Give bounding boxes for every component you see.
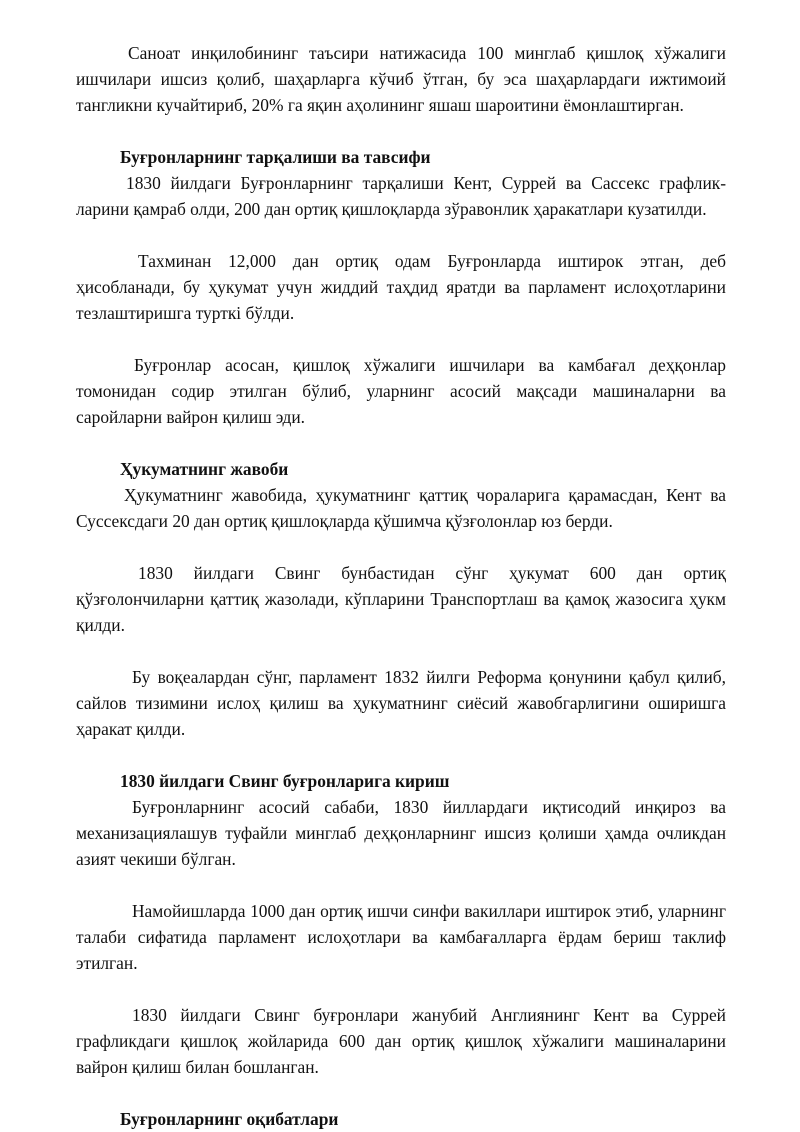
paragraph: 1830 йилдаги Буғронларнинг тарқалиши Кент, Суррей ва Сассекс графлик-ларини қамраб олди, 200 дан ортиқ қишлоқларда зўравонлик ҳаракатлари кузатилди. — [76, 173, 726, 219]
section-heading: Ҳукуматнинг жавоби — [120, 459, 289, 479]
paragraph: 1830 йилдаги Свинг буғронлари жанубий Англиянинг Кент ва Суррей графликдаги қишлоқ жойларида 600 дан ортиқ қишлоқ хўжалиги машиналарини вайрон қилиш билан бошланган. — [76, 1005, 726, 1077]
section-heading: Буғронларнинг тарқалиши ва тавсифи — [120, 147, 431, 167]
paragraph: 1830 йилдаги Свинг бунбастидан сўнг ҳукумат 600 дан ортиқ қўзғолончиларни қаттиқ жазолади, кўпларини Транспортлаш ва қамоқ жазосига ҳукм қилди. — [76, 563, 726, 635]
paragraph: Намойишларда 1000 дан ортиқ ишчи синфи вакиллари иштирок этиб, уларнинг талаби сифатида парламент ислоҳотлари ва камбағалларга ёрдам бериш таклиф этилган. — [76, 901, 726, 973]
document-page — [76, 40, 726, 1132]
section-heading: Буғронларнинг оқибатлари — [120, 1109, 339, 1129]
section-heading: 1830 йилдаги Свинг буғронларига кириш — [120, 771, 450, 791]
paragraph: Ҳукуматнинг жавобида, ҳукуматнинг қаттиқ чораларига қарамасдан, Кент ва Суссексдаги 20 дан ортиқ қишлоқларда қўшимча қўзғолонлар юз берди. — [76, 485, 726, 531]
paragraph: Буғронларнинг асосий сабаби, 1830 йиллардаги иқтисодий инқироз ва механизациялашув туфайли минглаб деҳқонларнинг ишсиз қолиши ҳамда очликдан азият чекиши бўлган. — [76, 797, 726, 869]
paragraph: Бу воқеалардан сўнг, парламент 1832 йилги Реформа қонунини қабул қилиб, сайлов тизимини ислоҳ қилиш ва ҳукуматнинг сиёсий жавобгарлигини оширишга ҳаракат қилди. — [76, 667, 726, 739]
paragraph: Саноат инқилобининг таъсири натижасида 100 минглаб қишлоқ хўжалиги ишчилари ишсиз қолиб, шаҳарларга кўчиб ўтган, бу эса шаҳарлардаги ижтимоий тангликни кучайтириб, 20% га яқин аҳолининг яшаш шароитини ёмонлаштирган. — [76, 43, 726, 115]
paragraph: Тахминан 12,000 дан ортиқ одам Буғронларда иштирок этган, деб ҳисобланади, бу ҳукумат учун жиддий таҳдид яратди ва парламент ислоҳотларини тезлаштиришга турткi бўлди. — [76, 251, 726, 323]
paragraph: Буғронлар асосан, қишлоқ хўжалиги ишчилари ва камбағал деҳқонлар томонидан содир этилган бўлиб, уларнинг асосий мақсади машиналарни ва саройларни вайрон қилиш эди. — [76, 355, 726, 427]
